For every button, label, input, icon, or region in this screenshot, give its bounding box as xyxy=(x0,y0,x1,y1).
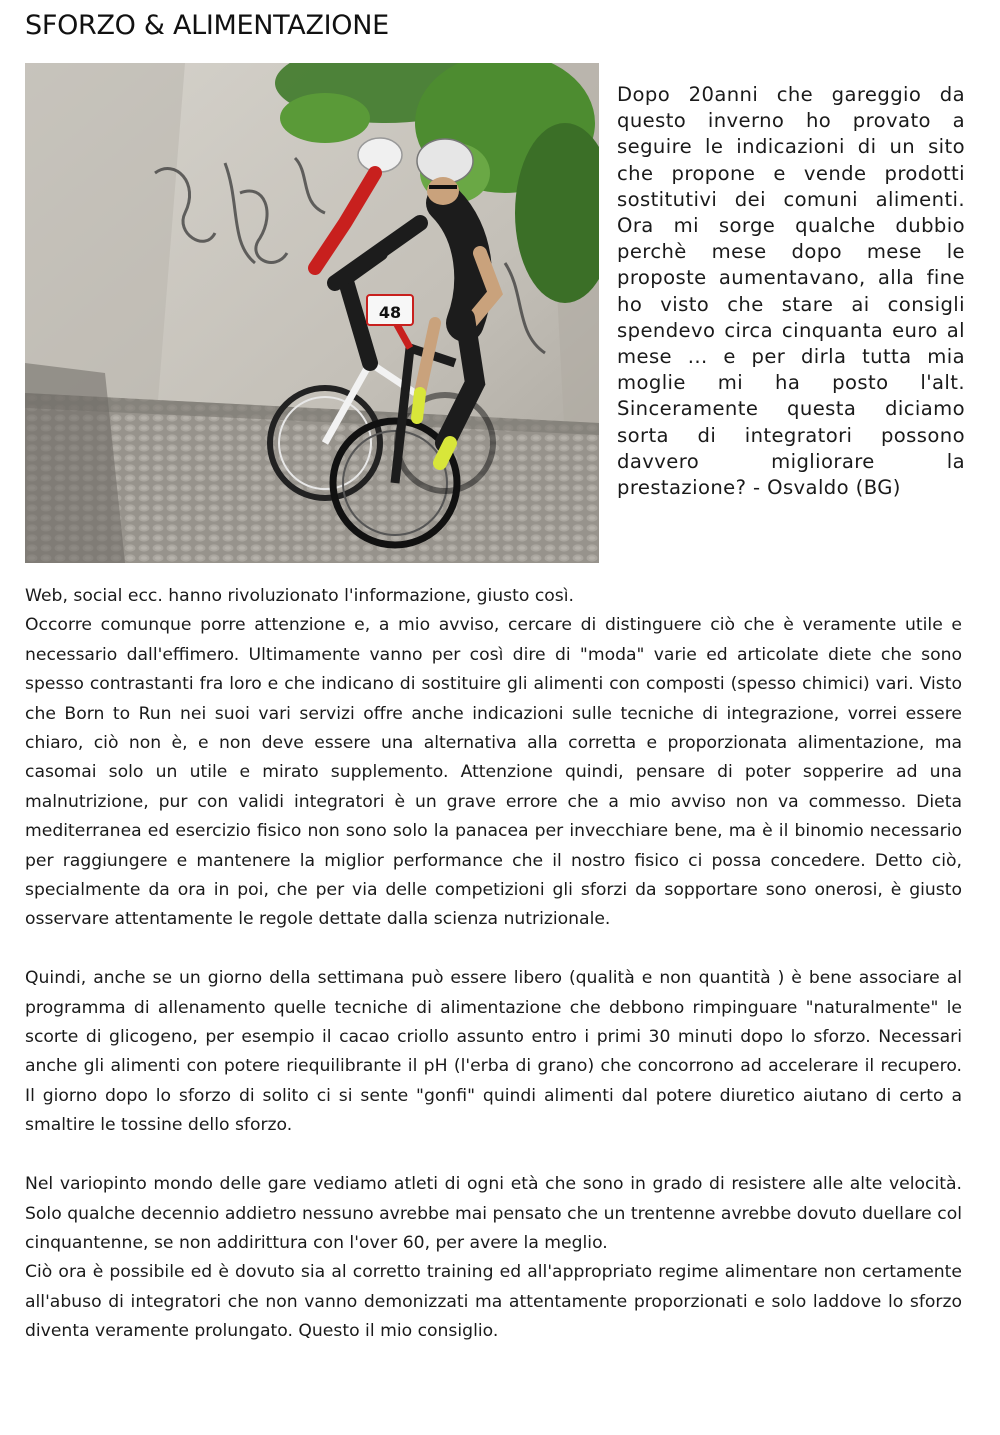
body-paragraph: Quindi, anche se un giorno della settimana può essere libero (qualità e non quantità ) è bene associare al programma di allenamento quelle tecniche di alimentazione che debbono rimpinguare "naturalmente" le scorte di glicogeno, per esempio il cacao criollo assunto entro i primi 30 minuti dopo lo sforzo. Necessari anche gli alimenti con potere riequilibrante il pH (l'erba di grano) che concorrono ad accelerare il recupero. Il giorno dopo lo sforzo di solito ci si sente "gonfi" quindi alimenti dal potere diuretico aiutano di certo a smaltire le tossine dello sforzo. xyxy=(25,968,962,1136)
article-title: SFORZO & ALIMENTAZIONE xyxy=(25,10,389,41)
cycling-shoe xyxy=(440,443,450,463)
body-paragraph: Ciò ora è possibile ed è dovuto sia al corretto training ed all'appropriato regime alimentare non certamente all'abuso di integratori che non vanno demonizzati ma attentamente proporzionati e solo laddove lo sforzo diventa veramente prolungato. Questo il mio consiglio. xyxy=(25,1262,962,1342)
reader-question: Dopo 20anni che gareggio da questo inverno ho provato a seguire le indicazioni di un sito che propone e vende prodotti sostitutivi dei comuni alimenti. Ora mi sorge qualche dubbio perchè mese dopo mese le proposte aumentavano, alla fine ho visto che stare ai consigli spendevo circa cinquanta euro al mese ... e per dirla tutta mia moglie mi ha posto l'alt. Sinceramente questa diciamo sorta di integratori possono davvero migliorare la prestazione? - Osvaldo (BG) xyxy=(617,83,965,500)
paragraph-gap xyxy=(25,935,962,964)
cyclists-photo xyxy=(25,63,599,563)
article-body xyxy=(25,582,962,1347)
paragraph-gap xyxy=(25,1141,962,1170)
body-paragraph: Nel variopinto mondo delle gare vediamo atleti di ogni età che sono in grado di resistere alle alte velocità. Solo qualche decennio addietro nessuno avrebbe mai pensato che un trentenne avrebbe dovuto duellare col cinquantenne, se non addirittura con l'over 60, per avere la meglio. xyxy=(25,1174,962,1253)
body-paragraph: Occorre comunque porre attenzione e, a mio avviso, cercare di distinguere ciò che è veramente utile e necessario dall'effimero. Ultimamente vanno per così dire di "moda" varie ed articolate diete che sono spesso contrastanti fra loro e che indicano di sostituire gli alimenti con composti (spesso chimici) vari. Visto che Born to Run nei suoi vari servizi offre anche indicazioni sulle tecniche di integrazione, vorrei essere chiaro, ciò non è, e non deve essere una alternativa alla corretta e proporzionata alimentazione, ma casomai solo un utile e mirato supplemento. Attenzione quindi, pensare di poter sopperire ad una malnutrizione, pur con validi integratori è un grave errore che a mio avviso non va commesso. Dieta mediterranea ed esercizio fisico non sono solo la panacea per invecchiare bene, ma è il binomio necessario per raggiungere e mantenere la miglior performance che il nostro fisico ci possa concedere. Detto ciò, specialmente da ora in poi, che per via delle competizioni gli sforzi da sopportare sono onerosi, è giusto osservare attentamente le regole dettate dalla scienza nutrizionale. xyxy=(25,615,962,930)
helmet xyxy=(417,139,473,183)
body-paragraph: Web, social ecc. hanno rivoluzionato l'informazione, giusto così. xyxy=(25,586,575,606)
race-number: 48 xyxy=(378,303,402,322)
